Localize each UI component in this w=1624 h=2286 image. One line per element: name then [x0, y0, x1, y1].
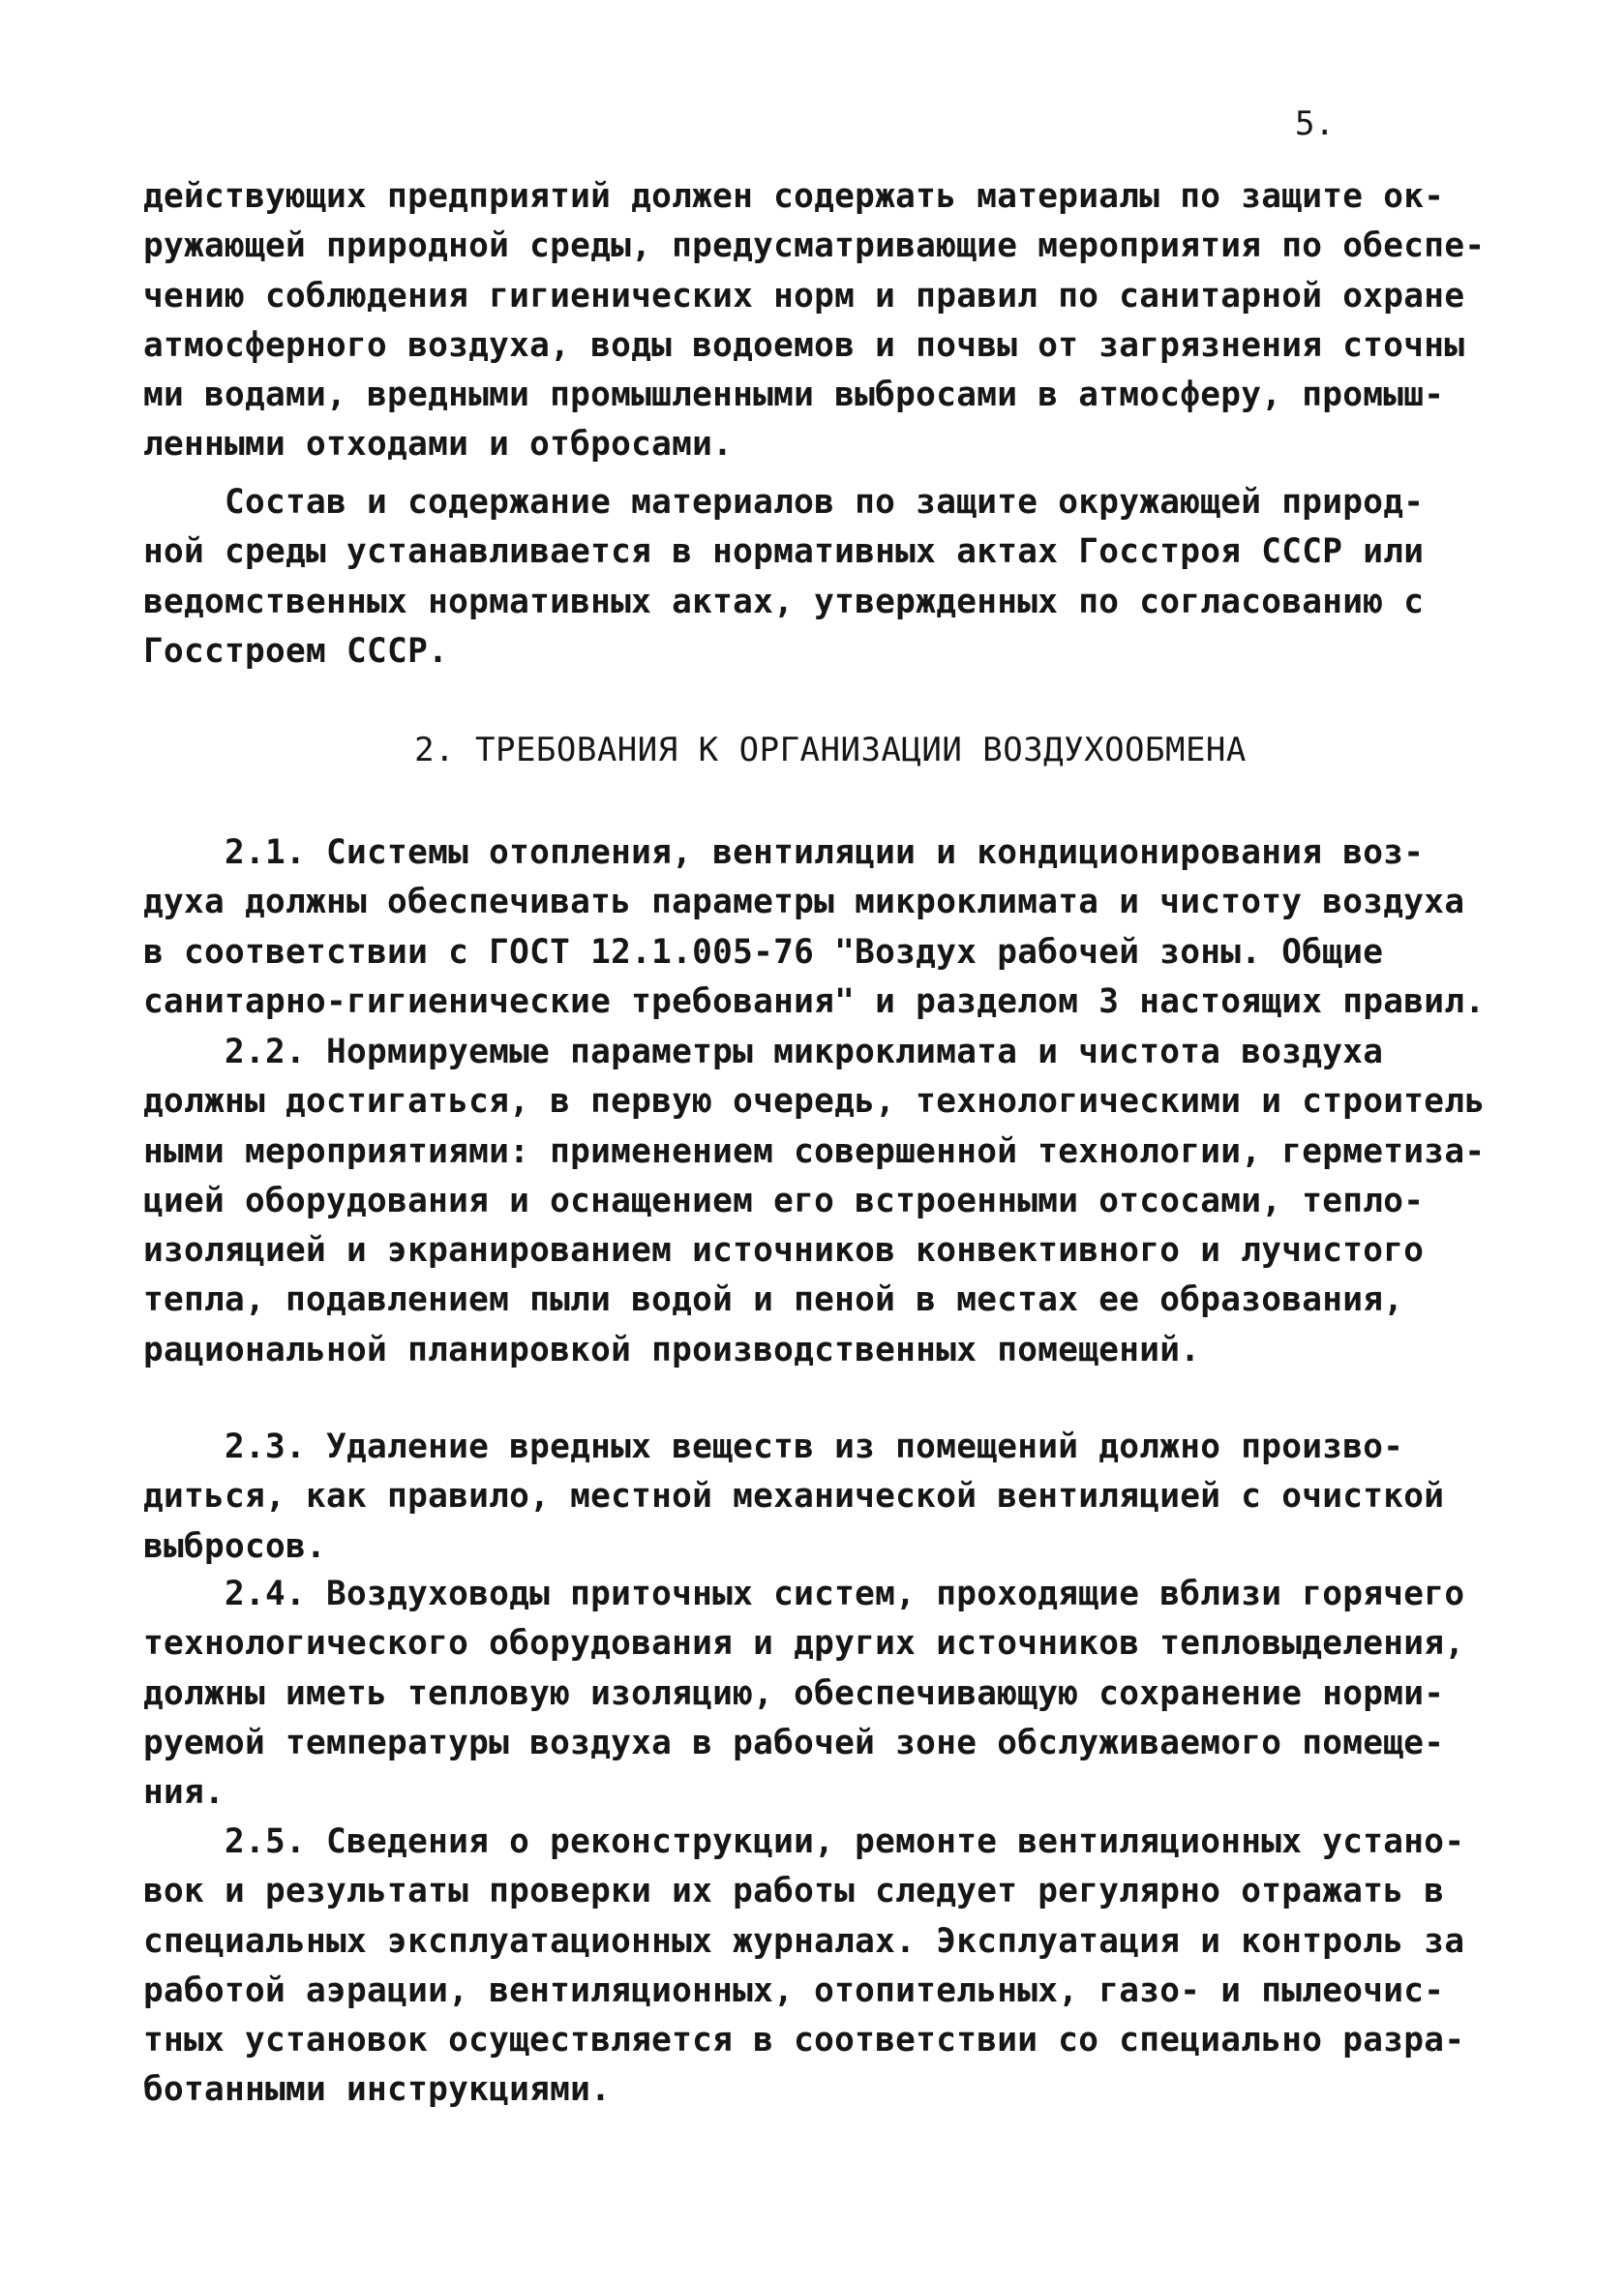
text-line: выбросов.	[143, 1526, 327, 1566]
paragraph-2-5	[143, 1818, 1518, 2116]
text-line: санитарно-гигиенические требования" и разделом 3 настоящих правил.	[143, 981, 1486, 1021]
text-line: должны иметь тепловую изоляцию, обеспечивающую сохранение норми-	[143, 1673, 1445, 1713]
text-line: ной среды устанавливается в нормативных актах Госстроя СССР или	[143, 532, 1425, 572]
text-line: должны достигаться, в первую очередь, технологическими и строитель	[143, 1082, 1486, 1122]
page-number: 5.	[1295, 105, 1335, 143]
text-line: тных установок осуществляется в соответствии со специально разра-	[143, 2021, 1465, 2060]
text-line: атмосферного воздуха, воды водоемов и почвы от загрязнения сточны	[143, 325, 1465, 365]
text-line: ния.	[143, 1773, 226, 1813]
paragraph-intro	[143, 172, 1518, 470]
paragraph-2-4	[143, 1570, 1518, 1818]
text-line: тепла, подавлением пыли водой и пеной в местах ее образования,	[143, 1280, 1404, 1320]
text-line: 2.1. Системы отопления, вентиляции и кондиционирования воз-	[143, 833, 1425, 872]
text-line: 2.5. Сведения о реконструкции, ремонте вентиляционных устано-	[143, 1822, 1465, 1861]
text-line: духа должны обеспечивать параметры микроклимата и чистоту воздуха	[143, 883, 1465, 922]
text-line: ведомственных нормативных актах, утвержденных по согласованию с	[143, 582, 1425, 621]
paragraph-composition	[143, 478, 1518, 677]
text-line: ми водами, вредными промышленными выбросами в атмосферу, промыш-	[143, 376, 1445, 415]
text-line: действующих предприятий должен содержать материалы по защите ок-	[143, 177, 1445, 216]
text-line: ленными отходами и отбросами.	[143, 425, 734, 465]
text-line: рациональной планировкой производственных помещений.	[143, 1330, 1201, 1369]
paragraph-2-1	[143, 828, 1518, 1027]
text-line: в соответствии с ГОСТ 12.1.005-76 "Воздух рабочей зоны. Общие	[143, 932, 1384, 972]
text-line: Состав и содержание материалов по защите окружающей природ-	[143, 483, 1425, 522]
text-line: ными мероприятиями: применением совершенной технологии, герметиза-	[143, 1131, 1486, 1171]
text-line: 2.3. Удаление вредных веществ из помещений должно произво-	[143, 1428, 1404, 1466]
text-line: технологического оборудования и других источников тепловыделения,	[143, 1624, 1465, 1664]
text-line: вок и результаты проверки их работы следует регулярно отражать в	[143, 1872, 1445, 1911]
paragraph-2-2	[143, 1028, 1518, 1375]
text-line: работой аэрации, вентиляционных, отопительных, газо- и пылеочис-	[143, 1970, 1445, 2010]
text-line: диться, как правило, местной механической вентиляцией с очисткой	[143, 1477, 1445, 1517]
text-line: чению соблюдения гигиенических норм и правил по санитарной охране	[143, 276, 1465, 316]
text-line: цией оборудования и оснащением его встроенными отсосами, тепло-	[143, 1181, 1425, 1220]
section-heading: 2. ТРЕБОВАНИЯ К ОРГАНИЗАЦИИ ВОЗДУХООБМЕНА	[414, 731, 1247, 769]
text-line: 2.2. Нормируемые параметры микроклимата и чистота воздуха	[143, 1033, 1384, 1071]
paragraph-2-3	[143, 1423, 1518, 1572]
text-line: изоляцией и экранированием источников конвективного и лучистого	[143, 1231, 1425, 1271]
text-line: ружающей природной среды, предусматривающие мероприятия по обеспе-	[143, 226, 1486, 266]
text-line: руемой температуры воздуха в рабочей зоне обслуживаемого помеще-	[143, 1723, 1445, 1762]
text-line: ботанными инструкциями.	[143, 2070, 612, 2110]
text-line: Госстроем СССР.	[143, 631, 449, 671]
text-line: специальных эксплуатационных журналах. Эксплуатация и контроль за	[143, 1921, 1465, 1961]
text-line: 2.4. Воздуховоды приточных систем, проходящие вблизи горячего	[143, 1575, 1465, 1613]
